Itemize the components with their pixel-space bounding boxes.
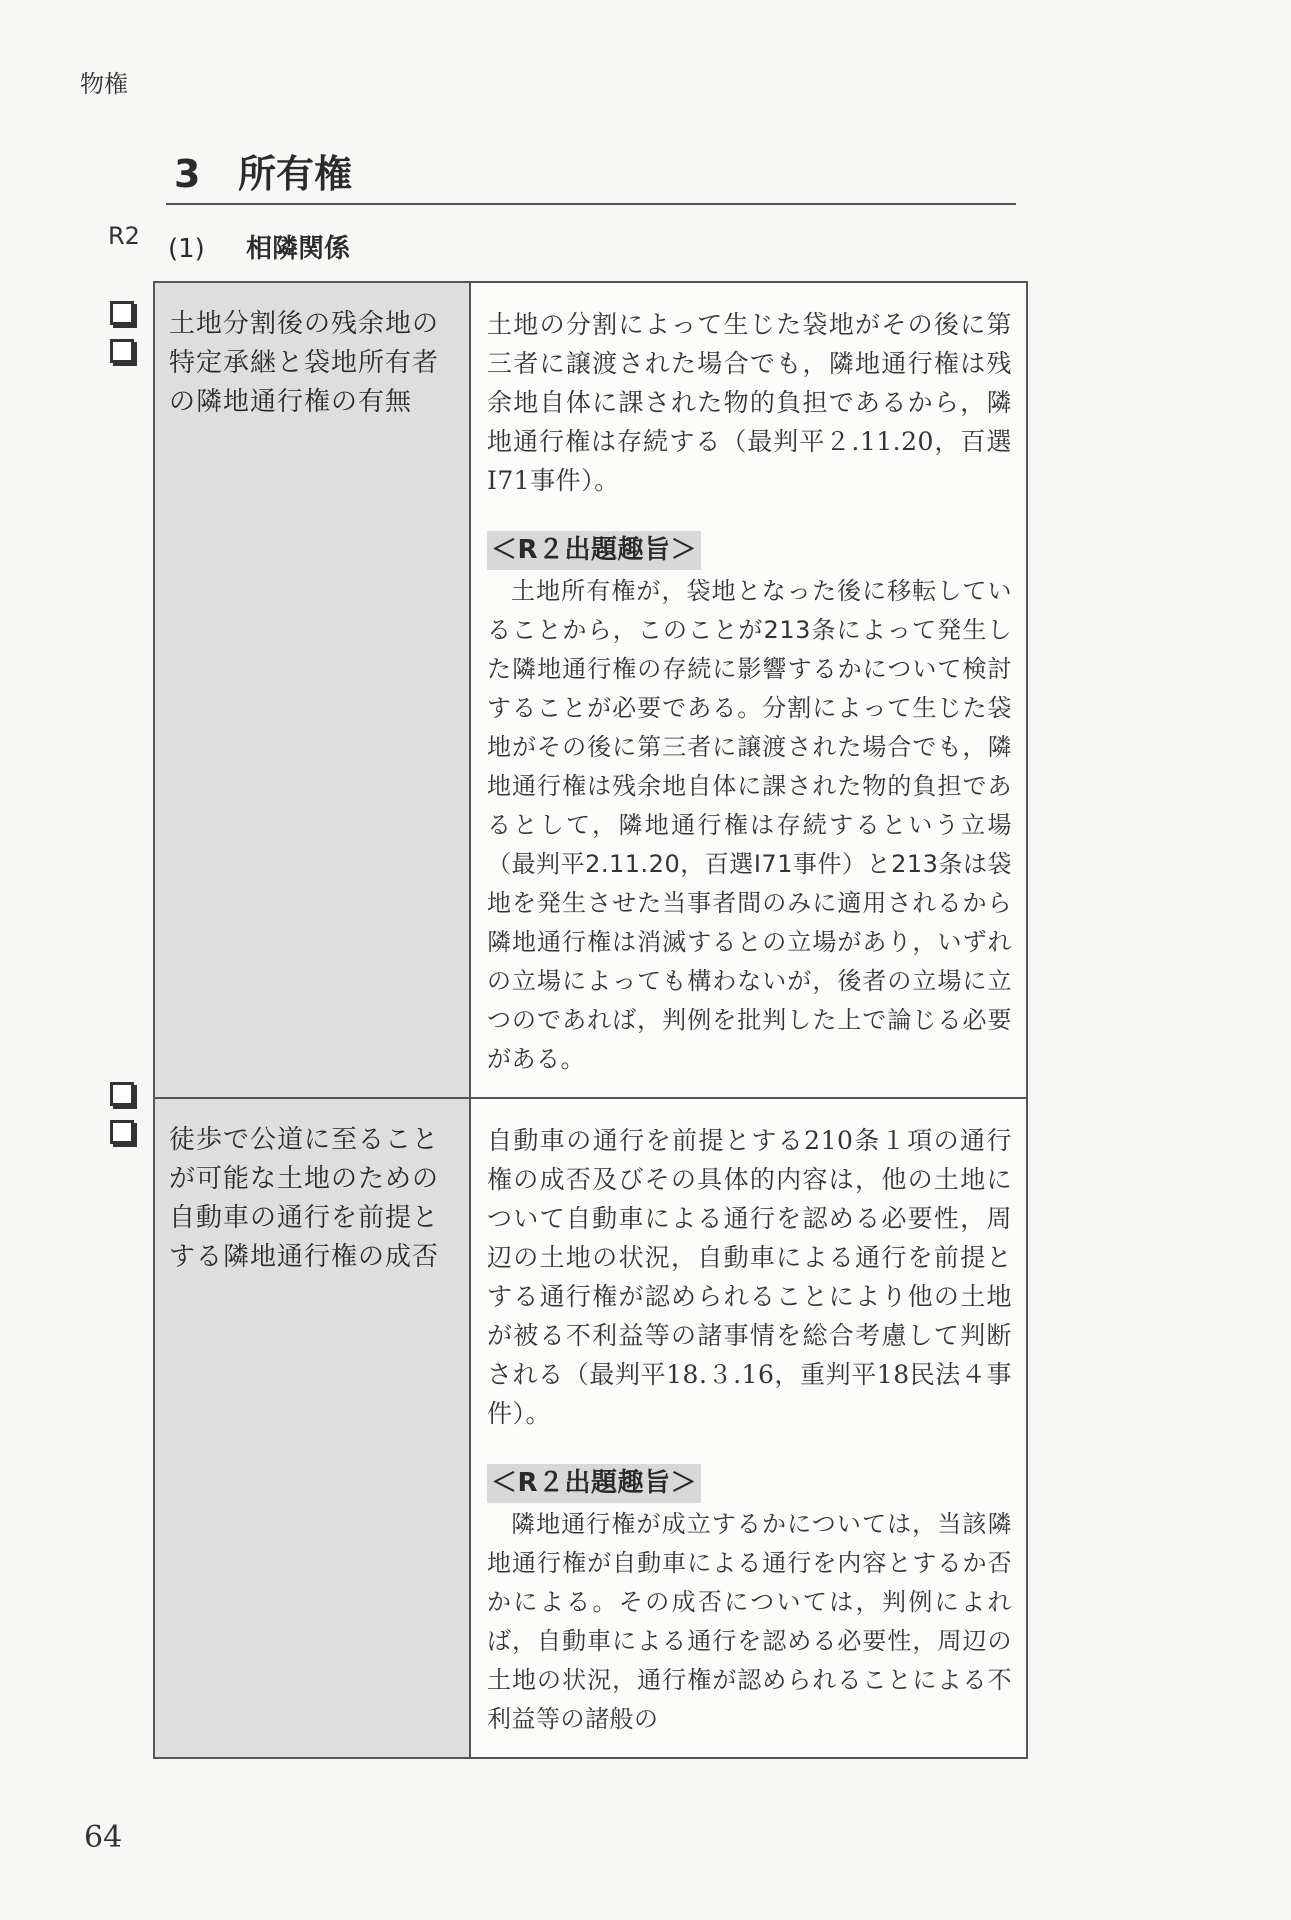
section-title-text: 所有権 [238, 152, 353, 196]
checkbox-group-2 [110, 1082, 134, 1158]
section-number: 3 [174, 152, 201, 196]
section-title [166, 143, 1016, 205]
exam-year-mark: R2 [108, 222, 140, 250]
check-box[interactable] [110, 339, 134, 363]
exam-intent-text: 土地所有権が，袋地となった後に移転していることから，このことが213条によって発生した隣地通行権の存続に影響するかについて検討することが必要である。分割によって生じた袋地がその後に第三者に譲渡された場合でも，隣地通行権は残余地自体に課された物的負担であるとして，隣地通行権は存続するという立場（最判平2.11.20，百選Ⅰ71事件）と213条は袋地を発生させた当事者間のみに適用されるから隣地通行権は消滅するとの立場があり，いずれの立場によっても構わないが，後者の立場に立つのであれば，判例を批判した上で論じる必要がある。 [487, 577, 1012, 1073]
topic-cell: 徒歩で公道に至ることが可能な土地のための自動車の通行を前提とする隣地通行権の成否 [154, 1098, 470, 1758]
table-row [154, 1098, 1027, 1758]
exam-intent-text: 隣地通行権が成立するかについては，当該隣地通行権が自動車による通行を内容とするか否かによる。その成否については，判例によれば，自動車による通行を認める必要性，周辺の土地の状況，通行権が認められることによる不利益等の諸般の [487, 1510, 1012, 1733]
answer-cell [470, 282, 1027, 1098]
qa-table [153, 281, 1028, 1759]
answer-text: 自動車の通行を前提とする210条１項の通行権の成否及びその具体的内容は，他の土地について自動車による通行を認める必要性，周辺の土地の状況，自動車による通行を前提とする通行権が認められることにより他の土地が被る不利益等の諸事情を総合考慮して判断される（最判平18.３.16，重判平18民法４事件）。 [487, 1126, 1012, 1428]
page-number: 64 [84, 1820, 123, 1855]
topic-cell: 土地分割後の残余地の特定承継と袋地所有者の隣地通行権の有無 [154, 282, 470, 1098]
answer-text: 土地の分割によって生じた袋地がその後に第三者に譲渡された場合でも，隣地通行権は残余地自体に課された物的負担であるから，隣地通行権は存続する（最判平２.11.20，百選Ⅰ71事件）。 [487, 310, 1012, 495]
running-head: 物権 [80, 70, 128, 98]
table-row [154, 282, 1027, 1098]
subsection-heading [168, 228, 350, 265]
check-box[interactable] [110, 301, 134, 325]
answer-cell [470, 1098, 1027, 1758]
checkbox-group-1 [110, 301, 134, 377]
subsection-title: 相隣関係 [246, 234, 351, 264]
check-box[interactable] [110, 1082, 134, 1106]
check-box[interactable] [110, 1120, 134, 1144]
subsection-number: (1) [168, 234, 205, 264]
exam-intent-label: ＜R２出題趣旨＞ [487, 531, 701, 570]
exam-intent-label: ＜R２出題趣旨＞ [487, 1464, 701, 1503]
